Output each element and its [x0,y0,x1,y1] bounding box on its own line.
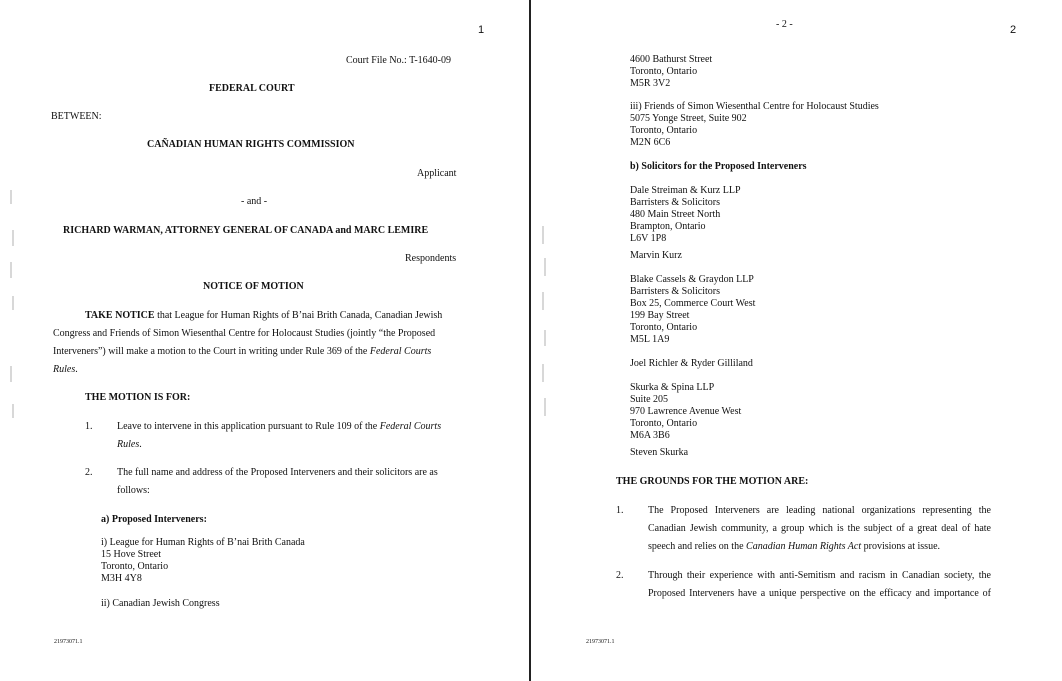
intervener-1-line: i) League for Human Rights of B’nai Brith Canada [101,537,305,548]
item-1-italic: Rules [117,439,140,450]
and-separator: - and - [241,196,268,207]
intervener-2-line: ii) Canadian Jewish Congress [101,598,220,609]
firm-2-line: M5L 1A9 [630,334,670,345]
firm-1-line: Barristers & Solicitors [630,197,720,208]
item-2-line-1: The full name and address of the Proposed Interveners and their solicitors are as [117,467,438,478]
take-notice-text: that League for Human Rights of B’nai Brith Canada, Canadian Jewish [154,310,443,321]
ground-1-italic: Canadian Human Rights Act [746,541,862,552]
ground-1-number: 1. [616,505,624,516]
take-notice-text: Interveners”) will make a motion to the Court in writing under Rule 369 of the [53,346,370,357]
intervener-1-line: Toronto, Ontario [101,561,169,572]
intervener-1-line: M3H 4Y8 [101,573,142,584]
intervener-3-line: M2N 6C6 [630,137,671,148]
item-1-line-2 [117,439,142,451]
page-number: 1 [478,24,485,36]
firm-2-line: Box 25, Commerce Court West [630,298,756,309]
take-notice-line-2: Congress and Friends of Simon Wiesenthal Centre for Holocaust Studies (jointly “the Proposed [53,328,436,339]
firm-1-line: Dale Streiman & Kurz LLP [630,185,741,196]
firm-2-line: Blake Cassels & Graydon LLP [630,274,754,285]
page-header: - 2 - [776,19,793,30]
notice-title: NOTICE OF MOTION [203,281,304,292]
intervener-1-line: 15 Hove Street [101,549,161,560]
take-notice-italic: Rules [53,364,76,375]
firm-3-line: Toronto, Ontario [630,418,698,429]
firm-2-lawyer: Joel Richler & Ryder Gilliland [630,358,753,369]
firm-2-line: 199 Bay Street [630,310,690,321]
intervener-3-line: Toronto, Ontario [630,125,698,136]
item-1-text: Leave to intervene in this application pursuant to Rule 109 of the [117,421,380,432]
ground-2-number: 2. [616,570,624,581]
scan-mark [544,398,546,416]
document-page-2 [532,0,1062,681]
item-1-line-1 [117,421,441,433]
cjc-address-line: Toronto, Ontario [630,66,698,77]
page-number: 2 [1010,24,1017,36]
firm-1-line: Brampton, Ontario [630,221,706,232]
applicant-label: Applicant [417,168,457,179]
ground-1-line-3 [648,541,940,553]
scan-mark [10,366,12,382]
respondents-names: RICHARD WARMAN, ATTORNEY GENERAL OF CANADA and MARC LEMIRE [63,225,429,236]
firm-1-line: 480 Main Street North [630,209,721,220]
take-notice-line-1 [85,310,442,322]
court-name: FEDERAL COURT [209,83,295,94]
respondents-label: Respondents [405,253,457,264]
take-notice-line-3 [53,346,431,358]
ground-1-line-2: Canadian Jewish community, a group which is the subject of a great deal of hate [648,523,991,534]
scan-mark [10,262,12,278]
item-1-number: 1. [85,421,93,432]
firm-1-line: L6V 1P8 [630,233,667,244]
scan-mark [12,404,14,418]
scan-mark [544,258,546,276]
between-label: BETWEEN: [51,111,102,122]
firm-3-lawyer: Steven Skurka [630,447,689,458]
ground-1-text: speech and relies on the [648,541,747,552]
scan-mark [10,190,12,204]
take-notice-line-4 [53,364,78,376]
footer-document-id: 21973071.1 [586,639,615,645]
ground-2-line-2: Proposed Interveners have a unique perspective on the efficacy and importance of [648,588,991,599]
court-file-number: Court File No.: T-1640-09 [346,55,452,66]
item-2-number: 2. [85,467,93,478]
scan-mark [542,226,544,244]
ground-1-line-1: The Proposed Interveners are leading national organizations representing the [648,505,991,516]
firm-3-line: M6A 3B6 [630,430,670,441]
firm-2-line: Toronto, Ontario [630,322,698,333]
firm-3-line: Suite 205 [630,394,669,405]
proposed-interveners-heading: a) Proposed Interveners: [101,514,207,525]
solicitors-heading: b) Solicitors for the Proposed Interveners [630,161,807,172]
take-notice-italic: Federal Courts [369,346,432,357]
scan-mark [542,364,544,382]
scan-mark [542,292,544,310]
grounds-heading: THE GROUNDS FOR THE MOTION ARE: [616,476,809,487]
firm-3-line: Skurka & Spina LLP [630,382,715,393]
footer-document-id: 21973071.1 [54,639,83,645]
motion-is-for-heading: THE MOTION IS FOR: [85,392,191,403]
take-notice-text: . [75,364,78,375]
firm-1-lawyer: Marvin Kurz [630,250,682,261]
item-1-italic: Federal Courts [379,421,442,432]
cjc-address-line: 4600 Bathurst Street [630,54,713,65]
scan-mark [12,230,14,246]
applicant-name: CAÑADIAN HUMAN RIGHTS COMMISSION [147,139,355,150]
ground-1-text: provisions at issue. [861,541,941,552]
scan-mark [544,330,546,346]
intervener-3-line: iii) Friends of Simon Wiesenthal Centre for Holocaust Studies [630,101,879,112]
intervener-3-line: 5075 Yonge Street, Suite 902 [630,113,747,124]
item-1-text: . [139,439,142,450]
cjc-address-line: M5R 3V2 [630,78,671,89]
ground-2-line-1: Through their experience with anti-Semitism and racism in Canadian society, the [648,570,991,581]
scan-mark [12,296,14,310]
firm-2-line: Barristers & Solicitors [630,286,720,297]
firm-3-line: 970 Lawrence Avenue West [630,406,742,417]
take-notice-lead: TAKE NOTICE [85,310,155,321]
item-2-line-2: follows: [117,485,150,496]
